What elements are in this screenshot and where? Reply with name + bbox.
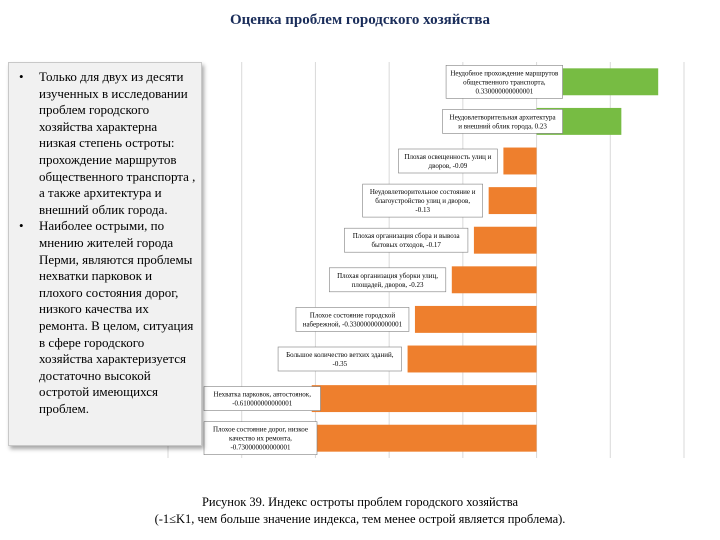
data-label-5: Плохая организация сбора и вывоза бытовых отходов, -0.17 — [352, 232, 460, 250]
page-title: Оценка проблем городского хозяйства — [230, 12, 490, 28]
figure-caption — [0, 494, 720, 528]
chart-bar-8 — [408, 346, 537, 373]
bullet-mark: • — [19, 218, 24, 234]
data-label-10: Плохое состояние дорог, низкое качество их ремонта, -0.730000000000001 — [213, 425, 308, 452]
chart-bar-3 — [503, 148, 536, 175]
chart-bar-6 — [452, 266, 537, 293]
chart-bar-4 — [489, 187, 537, 214]
data-label-6: Плохая организация уборки улиц, площадей, дворов, -0.23 — [337, 271, 439, 289]
data-label-3: Плохая освещенность улиц и дворов, -0.09 — [404, 153, 492, 170]
bullet-list — [9, 63, 201, 417]
data-label-1: Неудобное прохождение маршрутов общественного транспорта, 0.330000000000001 — [450, 69, 559, 96]
bullet-item-2 — [13, 218, 197, 417]
chart-bar-7 — [415, 306, 537, 333]
data-label-9: Нехватка парковок, автостоянок, -0.610000000000001 — [213, 390, 311, 408]
data-label-8: Большое количество ветхих зданий, -0.35 — [286, 351, 394, 368]
bullet-text-1: Только для двух из десяти изученных в исследовании проблем городского хозяйства характерна низкая степень остроты: прохождение маршрутов общественного транспорта , а также архитектура и внешний облик города. — [39, 69, 196, 217]
data-label-7: Плохое состояние городской набережной, -0.330000000000001 — [302, 311, 403, 329]
data-label-4: Неудовлетворительное состояние и благоустройство улиц и дворов, -0.13 — [369, 188, 476, 215]
bullet-item-1 — [13, 69, 197, 218]
bullet-text-2: Наиболее острыми, по мнению жителей города Перми, являются проблемы нехватки парковок и плохого состояния дорог, низкого качества их ремонта. В целом, ситуация в сфере городского хозяйства характеризуется достаточно высокой остротой имеющихся проблем. — [39, 218, 194, 416]
bullet-mark: • — [19, 69, 24, 84]
caption-line-1: Рисунок 39. Индекс остроты проблем городского хозяйства — [201, 495, 518, 509]
chart-bar-9 — [312, 385, 537, 412]
text-box — [8, 62, 202, 446]
chart-bar-5 — [474, 227, 537, 254]
data-label-2: Неудовлетворительная архитектура и внешний облик города, 0.23 — [449, 113, 556, 131]
caption-line-2: (-1≤K1, чем больше значение индекса, тем менее острой является проблема). — [154, 512, 566, 526]
